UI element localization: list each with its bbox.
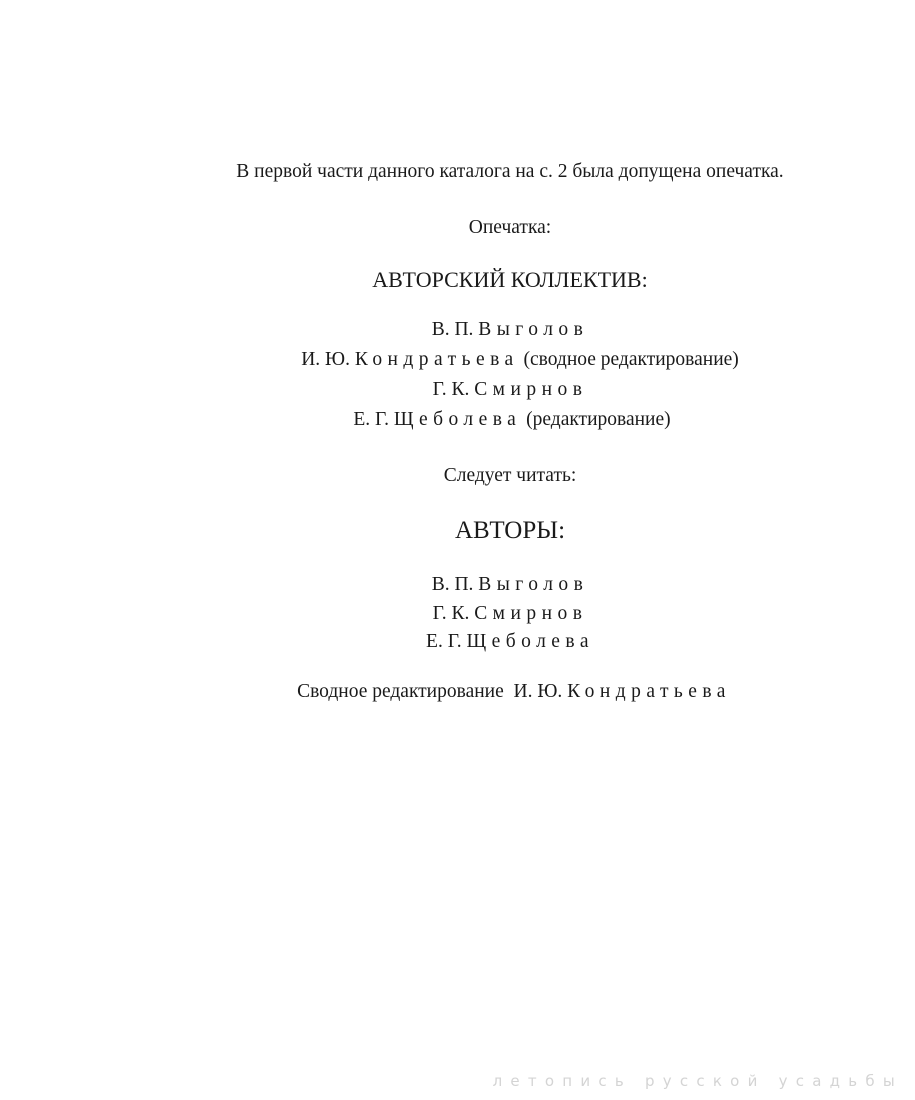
surname: Смирнов — [474, 379, 588, 400]
role-note: (сводное редактирование) — [523, 349, 739, 370]
initials: В. П. — [431, 574, 474, 595]
initials: Г. К. — [432, 379, 470, 400]
initials: И. Ю. — [513, 681, 563, 702]
editor-line — [64, 680, 915, 704]
correct-author-line — [60, 573, 915, 597]
intro-text: В первой части данного каталога на с. 2 была допущена опечатка. — [236, 161, 784, 182]
wrong-heading: АВТОРСКИЙ КОЛЛЕКТИВ: — [372, 267, 648, 292]
correct-author-line — [60, 602, 915, 626]
correct-label: Следует читать: — [443, 465, 577, 486]
surname: Щеболева — [466, 631, 594, 652]
wrong-author-line — [70, 348, 915, 372]
surname: Смирнов — [474, 603, 588, 624]
surname: Кондратьева — [354, 349, 519, 370]
wrong-author-line — [60, 318, 915, 342]
initials: Г. К. — [432, 603, 470, 624]
role-note: (редактирование) — [526, 409, 671, 430]
initials: Е. Г. — [426, 631, 462, 652]
erratum-label: Опечатка: — [468, 217, 552, 238]
surname: Выголов — [478, 574, 589, 595]
initials: И. Ю. — [301, 349, 350, 370]
initials: В. П. — [431, 319, 474, 340]
correct-heading: АВТОРЫ: — [454, 517, 566, 544]
correct-author-line — [60, 630, 915, 654]
initials: Е. Г. — [353, 409, 389, 430]
surname: Щеболева — [393, 409, 522, 430]
surname: Кондратьева — [567, 681, 731, 702]
watermark: летопись русской усадьбы — [492, 1072, 903, 1090]
surname: Выголов — [478, 319, 589, 340]
editor-label: Сводное редактирование — [297, 681, 504, 702]
wrong-author-line — [62, 408, 915, 432]
wrong-author-line — [60, 378, 915, 402]
